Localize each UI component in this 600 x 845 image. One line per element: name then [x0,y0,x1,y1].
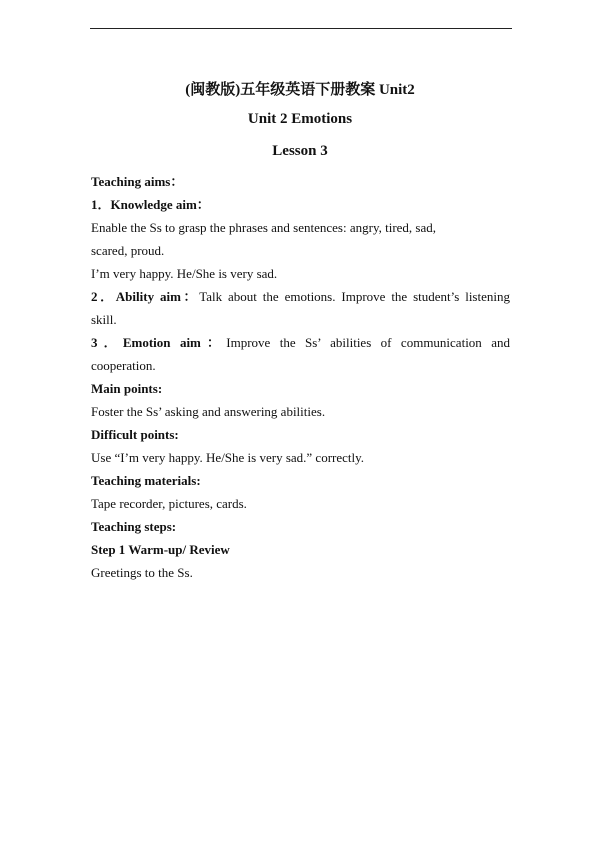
difficult-points-heading: Difficult points: [91,427,179,442]
lesson-title: Lesson 3 [272,143,328,159]
step-1-heading: Step 1 Warm-up/ Review [91,542,230,557]
emotion-aim-text-2: cooperation. [91,358,156,373]
ability-aim-text-1: Talk about the emotions. Improve the student’s listening [199,289,510,304]
lesson-plan-body [91,170,510,584]
knowledge-aim-text-2: scared, proud. [91,243,165,258]
teaching-steps-heading: Teaching steps: [91,519,177,534]
ability-aim-text-2: skill. [91,312,117,327]
teaching-aims-heading: Teaching aims： [91,174,184,189]
knowledge-aim-text-1: Enable the Ss to grasp the phrases and sentences: angry, tired, sad, [91,220,437,235]
main-points-heading: Main points: [91,381,163,396]
teaching-materials-heading: Teaching materials: [91,473,201,488]
main-points-text: Foster the Ss’ asking and answering abilities. [91,404,326,419]
knowledge-aim-text-3: I’m very happy. He/She is very sad. [91,266,278,281]
ability-aim-paragraph [91,285,510,308]
knowledge-aim-heading: 1．Knowledge aim： [91,197,210,212]
unit-title: Unit 2 Emotions [247,111,353,127]
teaching-materials-text: Tape recorder, pictures, cards. [91,496,247,511]
emotion-aim-text-1: Improve the Ss’ abilities of communication and [226,335,510,350]
step-1-text: Greetings to the Ss. [91,565,193,580]
ability-aim-heading: 2．Ability aim： [91,289,200,304]
emotion-aim-heading: 3．Emotion aim： [91,335,227,350]
emotion-aim-paragraph [91,331,510,354]
document-title: (闽教版)五年级英语下册教案 Unit2 [185,82,415,98]
header-rule [90,28,512,29]
difficult-points-text: Use “I’m very happy. He/She is very sad.” correctly. [91,450,365,465]
